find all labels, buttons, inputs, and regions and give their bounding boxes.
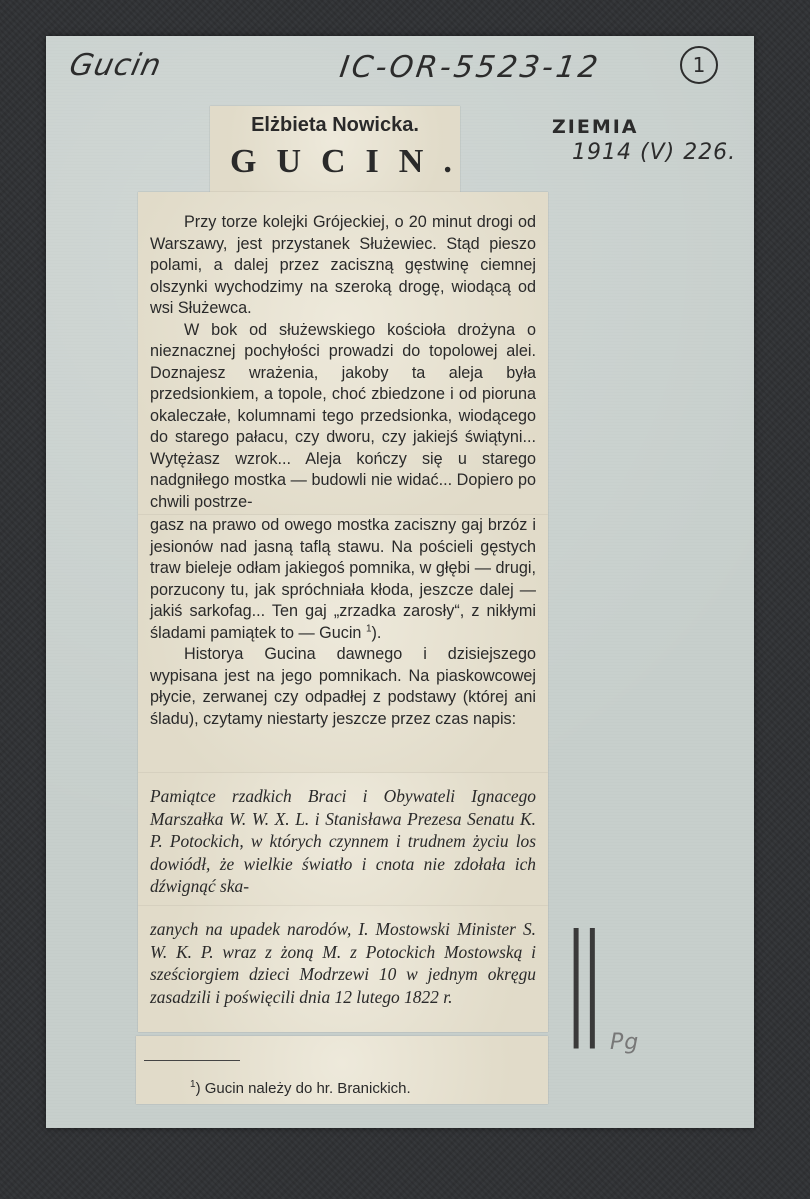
article-author: Elżbieta Nowicka. <box>251 114 419 136</box>
clipping-part-1 <box>138 192 548 515</box>
handwritten-source: ZIEMIA <box>552 116 639 138</box>
paragraph-3-tail: ). <box>371 623 382 642</box>
paragraph-4: Historya Gucina dawnego i dzisiejszego wypisana jest na jego pomnikach. Na piaskowcowej płycie, zerwanej czy odpadłej z podstawy (której ani śladu), czytamy niestarty jeszcze przez czas napis: <box>150 645 536 728</box>
pencil-marks: || <box>566 910 599 1050</box>
clipping-inscription-1 <box>138 773 548 906</box>
paragraph-2: W bok od służewskiego kościoła drożyna o nieznacznej pochyłości prowadzi do topolowej alei. Doznajesz wrażenia, jakoby ta aleja była przedsionkiem, a topole, choć zbiedzone i od pioruna okaleczałe, kolumnami tego przedsionka, wiodącego do starego pałacu, czy dworu, czy jakiejś świątyni... Wytężasz wzrok... Aleja kończy się u starego nadgniłego mostka — budowli nie widać... Dopiero po chwili postrze- <box>150 320 536 511</box>
handwritten-signature-code: IC-OR-5523-12 <box>337 50 603 85</box>
footnote-number: 1 <box>190 1079 196 1090</box>
footnote-text: Gucin należy do hr. Branickich. <box>204 1080 411 1097</box>
clipping-footnote <box>136 1036 548 1104</box>
inscription-text-2: zanych na upadek narodów, I. Mostowski Minister S. W. K. P. wraz z żoną M. z Potockich Mostowską i sześciorgiem dzieci Modrzewi 10 w jednym okręgu zasadzili i poświęcili dnia 12 lutego 1822 r. <box>150 919 536 1007</box>
paragraph-1: Przy torze kolejki Grójeckiej, o 20 minut drogi od Warszawy, jest przystanek Służewiec. Stąd pieszo polami, a dalej przez zaciszną gęstwinę ciemnej olszynki wychodzimy na szeroką drogę, wiodącą od wsi Służewca. <box>150 213 536 317</box>
handwritten-place-name: Gucin <box>66 48 165 83</box>
inscription-text-1: Pamiątce rzadkich Braci i Obywateli Ignacego Marszałka W. W. X. L. i Stanisława Prezesa Senatu K. P. Potockich, w których czynnem i trudnem życiu los dowiódł, że wielkie światło i cnota nie zdołała ich dźwignąć ska- <box>150 786 536 896</box>
page-number-circle: 1 <box>680 46 718 84</box>
clipping-header <box>210 106 472 192</box>
handwritten-mark: Pg <box>610 1030 640 1055</box>
article-title: GUCIN. <box>230 143 472 180</box>
footnote: $^1$) Gucin należy do hr. Branickich. <box>190 1079 411 1097</box>
clipping-inscription-2 <box>138 906 548 1032</box>
footnote-marker: 1 <box>365 623 372 635</box>
handwritten-reference: 1914 (V) 226. <box>572 140 737 165</box>
footnote-rule <box>144 1060 240 1061</box>
clipping-part-2 <box>138 515 548 773</box>
paragraph-3-text: gasz na prawo od owego mostka zaciszny gaj brzóz i jesionów nad jasną taflą stawu. Na pościeli gęstych traw bieleje odłam jakiegoś pomnika, w głębi — drugi, porzucony tu, jak spróchniała kłoda, jeszcze dalej — jakiś sarkofag... Ten gaj „zrzadka zarosły“, z nikłymi śladami pamiątek to — Gucin <box>150 516 536 642</box>
paragraph-3 <box>150 515 536 644</box>
